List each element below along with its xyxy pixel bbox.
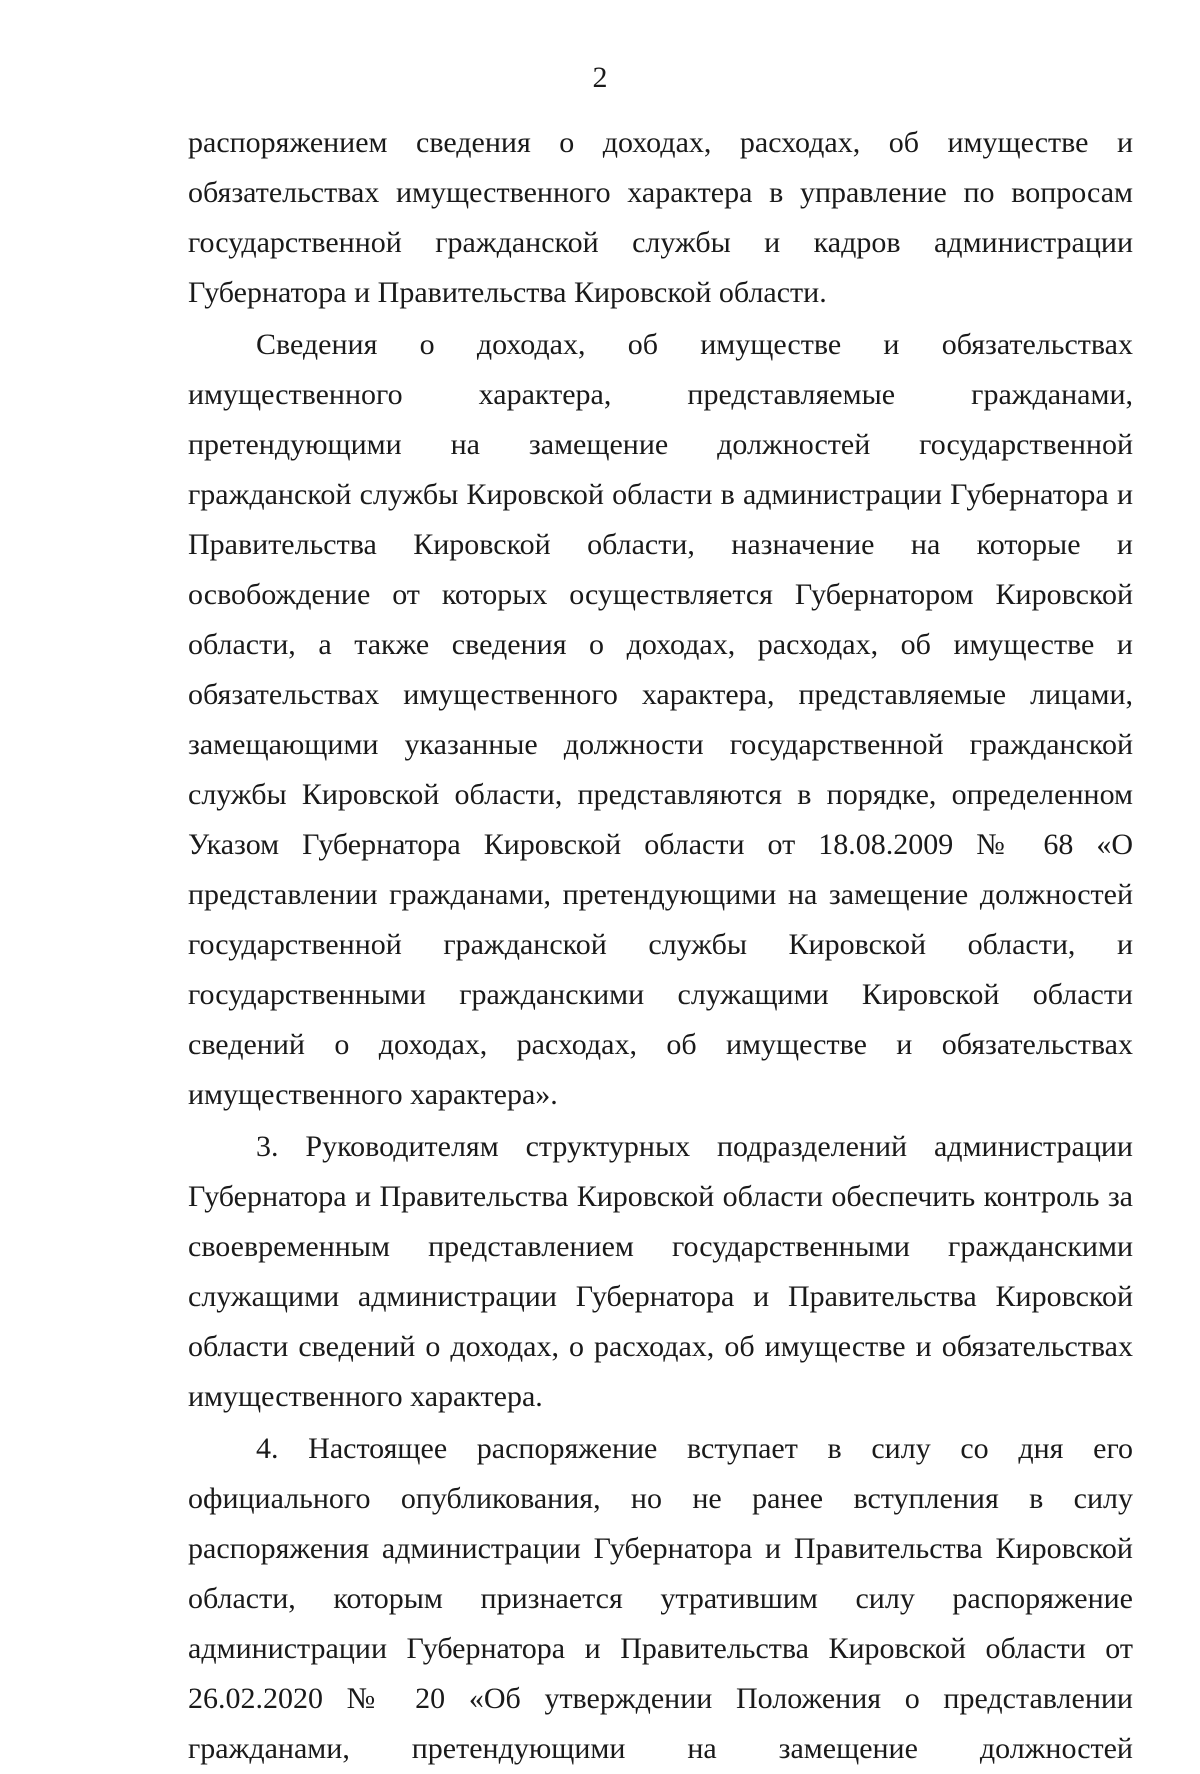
paragraph-continuation: распоряжением сведения о доходах, расходах, об имуществе и обязательствах имущественного характера в управление по вопросам государственной гражданской службы и кадров администрации Губернатора и Правительства Кировской области. [188,126,1133,309]
paragraph-item-3: 3. Руководителям структурных подразделений администрации Губернатора и Правительства Кировской области обеспечить контроль за своевременным представлением государственными гражданскими служащими администрации Губернатора и Правительства Кировской области сведений о доходах, о расходах, об имуществе и обязательствах имущественного характера. [188,1130,1133,1413]
page-number: 2 [592,61,608,94]
paragraph-income-information: Сведения о доходах, об имуществе и обязательствах имущественного характера, представляемые гражданами, претендующими на замещение должностей государственной гражданской службы Кировской области в администрации Губернатора и Правительства Кировской области, назначение на которые и освобождение от которых осуществляется Губернатором Кировской области, а также сведения о доходах, расходах, об имуществе и обязательствах имущественного характера, представляемые лицами, замещающими указанные должности государственной гражданской службы Кировской области, представляются в порядке, определенном Указом Губернатора Кировской области от 18.08.2009 № 68 «О представлении гражданами, претендующими на замещение должностей государственной гражданской службы Кировской области, и государственными гражданскими служащими Кировской области сведений о доходах, расходах, об имуществе и обязательствах имущественного характера». [188,328,1133,1111]
paragraph-item-4: 4. Настоящее распоряжение вступает в силу со дня его официального опубликования, но не ранее вступления в силу распоряжения администрации Губернатора и Правительства Кировской области, которым признается утратившим силу распоряжение администрации Губернатора и Правительства Кировской области от 26.02.2020 № 20 «Об утверждении Положения о представлении гражданами, претендующими на замещение должностей [188,1432,1133,1765]
document-body [188,118,1133,1774]
